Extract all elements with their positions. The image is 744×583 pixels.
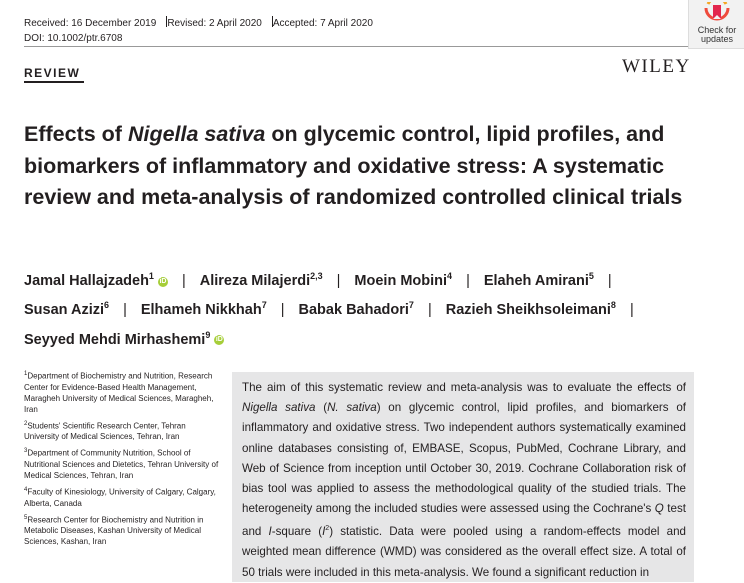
crossmark-icon — [702, 2, 732, 26]
author-affiliation-ref: 1 — [148, 271, 154, 281]
check-for-updates-button[interactable] — [688, 0, 744, 49]
orcid-icon[interactable]: iD — [215, 336, 223, 344]
author-separator: | — [466, 272, 470, 289]
title-text: on glycemic control, lipid profiles, and biomarkers of inflammatory and oxidative stress: A systematic review and meta-analysis of randomized controlled clinical trials — [24, 122, 683, 209]
header-rule — [24, 46, 700, 47]
section-underline — [24, 81, 84, 83]
author-separator: | — [280, 302, 285, 319]
author-separator: | — [336, 272, 341, 289]
author-affiliation-ref: 8 — [610, 300, 616, 311]
title-species: Nigella sativa — [127, 122, 266, 146]
updates-label: updates — [700, 34, 734, 44]
author-separator: | — [181, 272, 186, 289]
author-list — [24, 264, 724, 352]
author-name[interactable]: Elaheh Amirani — [483, 272, 589, 289]
affiliation-item: $^3$Department of Community Nutrition, School of Nutritional Sciences and Dietetics, Tehran University of Medical Sciences, Tehran, Iran — [24, 448, 219, 480]
author-name[interactable]: Alireza Milajerdi — [199, 272, 311, 289]
affiliation-item: $^2$Students' Scientific Research Center, Tehran University of Medical Sciences, Tehran, Iran — [24, 420, 186, 442]
author-affiliation-ref: 4 — [447, 271, 453, 281]
author-name[interactable]: Elhameh Nikkhah — [140, 302, 262, 319]
author-separator: | — [607, 272, 612, 289]
author-name[interactable]: Razieh Sheikhsoleimani — [445, 302, 611, 319]
species-abbrev: N. sativa — [327, 401, 377, 415]
author-separator: | — [427, 302, 432, 319]
doi[interactable]: DOI: 10.1002/ptr.6708 — [24, 33, 123, 44]
author-name[interactable]: Seyyed Mehdi Mirhashemi — [24, 331, 206, 348]
received-date: Received: 16 December 2019 — [24, 18, 157, 29]
affiliation-item: $^1$Department of Biochemistry and Nutrition, Research Center for Evidence-Based Health Management, Maragheh University of Medical Sciences, Maragheh, Iran — [24, 371, 214, 414]
accepted-date: Accepted: 7 April 2020 — [272, 18, 373, 29]
author-name[interactable]: Moein Mobini — [354, 272, 448, 289]
publisher-logo: WILEY — [622, 56, 691, 77]
article-history — [24, 16, 373, 29]
author-name[interactable]: Jamal Hallajzadeh — [24, 272, 149, 289]
revised-date: Revised: 2 April 2020 — [167, 18, 262, 29]
author-affiliation-ref: 7 — [261, 300, 267, 311]
author-name[interactable]: Babak Bahadori — [298, 302, 409, 319]
check-for-label: Check for — [697, 25, 737, 35]
author-affiliation-ref: 7 — [408, 300, 414, 311]
author-separator: | — [629, 302, 634, 319]
section-label: REVIEW — [24, 66, 81, 80]
title-text: Effects of — [24, 122, 128, 146]
author-affiliation-ref: 2,3 — [310, 271, 323, 281]
author-name[interactable]: Susan Azizi — [24, 302, 105, 319]
author-affiliation-ref: 9 — [205, 329, 211, 340]
affiliations — [24, 369, 220, 551]
author-affiliation-ref: 6 — [104, 300, 110, 311]
species-name: Nigella sativa — [242, 401, 316, 415]
author-affiliation-ref: 5 — [588, 271, 594, 281]
abstract-box: The aim of this systematic review and meta-analysis was to evaluate the effects of Nigella sativa (N. sativa) on glycemic control, lipid profiles, and biomarkers of inflammatory and oxidative stress. Two independent authors systematically examined online databases consisting of, EMBASE, Scopus, PubMed, Cochrane Library, and Web of Science from inception until October 30, 2019. Cochrane Collaboration risk of bias tool was applied to assess the methodological quality of the studied trials. The heterogeneity among the included studies were assessed using the Cochrane's Q test and I-square $(I^2)$ statistic. Data were pooled using a random-effects model and weighted mean difference (WMD) was considered as the overall effect size. A total of 50 trials were included in this meta-analysis. We found a significant reduction in — [232, 372, 694, 582]
affiliation-item: $^5$Research Center for Biochemistry and Nutrition in Metabolic Diseases, Kashan University of Medical Sciences, Kashan, Iran — [24, 514, 204, 547]
orcid-icon[interactable]: iD — [159, 277, 167, 285]
author-separator: | — [123, 302, 127, 319]
article-title — [24, 119, 724, 214]
affiliation-item: $^4$Faculty of Kinesiology, University of Calgary, Calgary, Alberta, Canada — [24, 486, 216, 508]
